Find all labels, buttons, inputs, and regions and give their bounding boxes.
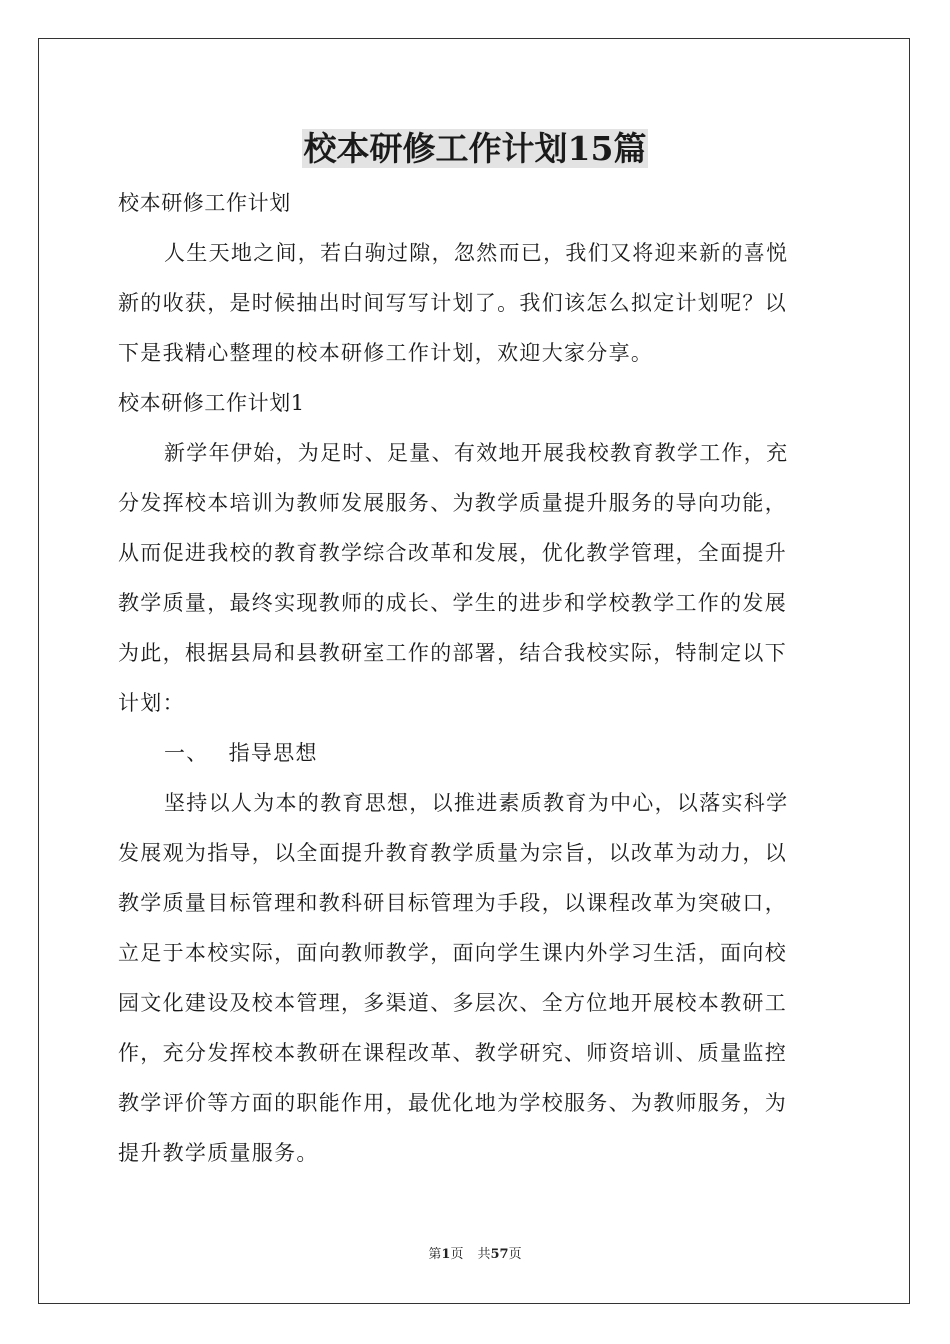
- paragraph-line: 计划：: [118, 691, 185, 715]
- point-label: 指导思想: [228, 741, 318, 765]
- paragraph-line: 园文化建设及校本管理，多渠道、多层次、全方位地开展校本教研工: [118, 991, 787, 1015]
- intro-line: 新的收获，是时候抽出时间写写计划了。我们该怎么拟定计划呢？以: [118, 291, 787, 315]
- paragraph-line: 从而促进我校的教育教学综合改革和发展，优化教学管理，全面提升: [118, 541, 787, 565]
- document-title-text: 校本研修工作计划15篇: [303, 129, 647, 168]
- document-body: [118, 178, 832, 1178]
- paragraph-line: 教学质量，最终实现教师的成长、学生的进步和学校教学工作的发展: [118, 591, 787, 615]
- paragraph-line: 新学年伊始，为足时、足量、有效地开展我校教育教学工作，充: [164, 441, 789, 465]
- page-current: 1: [441, 1247, 451, 1262]
- paragraph-line: 坚持以人为本的教育思想，以推进素质教育为中心，以落实科学: [164, 791, 789, 815]
- paragraph-line: 发展观为指导，以全面提升教育教学质量为宗旨，以改革为动力，以: [118, 841, 787, 865]
- intro-line: 人生天地之间，若白驹过隙，忽然而已，我们又将迎来新的喜悦: [164, 241, 789, 265]
- point-number: 一、: [164, 741, 209, 765]
- total-prefix: 共: [477, 1247, 491, 1262]
- paragraph-line: 分发挥校本培训为教师发展服务、为教学质量提升服务的导向功能，: [118, 491, 787, 515]
- page-unit: 页: [450, 1247, 464, 1262]
- section-heading: 校本研修工作计划1: [118, 391, 305, 415]
- page-prefix: 第: [428, 1247, 442, 1262]
- paragraph-line: 教学评价等方面的职能作用，最优化地为学校服务、为教师服务，为: [118, 1091, 787, 1115]
- paragraph-line: 立足于本校实际，面向教师教学，面向学生课内外学习生活，面向校: [118, 941, 787, 965]
- document-title: [0, 126, 950, 172]
- paragraph-line: 教学质量目标管理和教科研目标管理为手段，以课程改革为突破口，: [118, 891, 787, 915]
- document-subtitle: 校本研修工作计划: [118, 191, 291, 215]
- page-total: 57: [490, 1247, 509, 1262]
- paragraph-line: 作，充分发挥校本教研在课程改革、教学研究、师资培训、质量监控: [118, 1041, 787, 1065]
- paragraph-line: 为此，根据县局和县教研室工作的部署，结合我校实际，特制定以下: [118, 641, 787, 665]
- total-unit: 页: [508, 1247, 522, 1262]
- paragraph-line: 提升教学质量服务。: [118, 1141, 319, 1165]
- point-heading: [118, 728, 832, 778]
- intro-line: 下是我精心整理的校本研修工作计划，欢迎大家分享。: [118, 341, 654, 365]
- page-footer: [0, 1246, 950, 1264]
